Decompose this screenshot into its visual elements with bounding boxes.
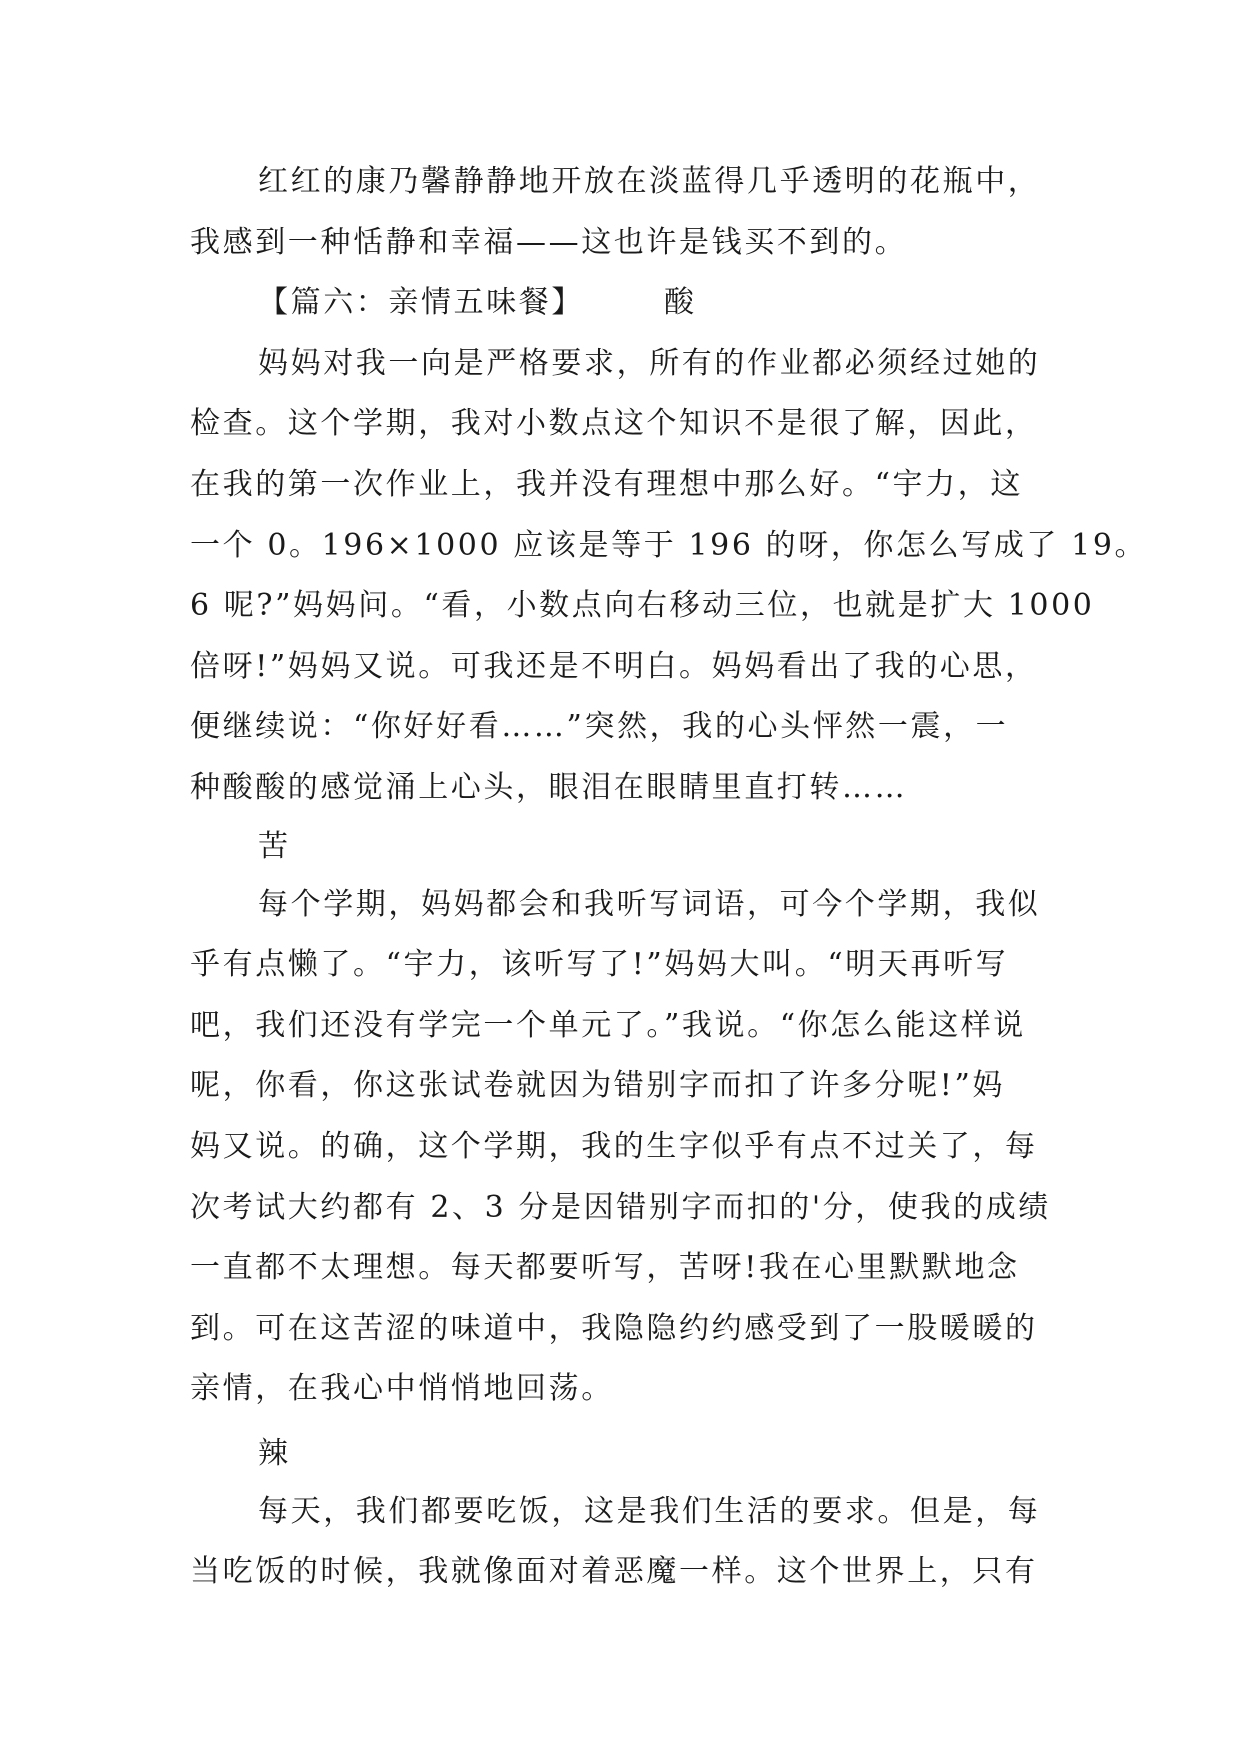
- paragraph-line: 每天，我们都要吃饭，这是我们生活的要求。但是，每: [258, 1493, 1041, 1529]
- section-title: 【篇六：亲情五味餐】: [258, 285, 584, 321]
- paragraph-line: 种酸酸的感觉涌上心头，眼泪在眼睛里直打转……: [190, 769, 908, 805]
- paragraph-line: 6 呢?”妈妈问。“看，小数点向右移动三位，也就是扩大 1000: [190, 588, 1095, 624]
- paragraph-line: 红红的康乃馨静静地开放在淡蓝得几乎透明的花瓶中，: [258, 164, 1041, 199]
- paragraph-line: 乎有点懒了。“宇力，该听写了!”妈妈大叫。“明天再听写: [190, 947, 1009, 983]
- paragraph-line: 吧，我们还没有学完一个单元了。”我说。“你怎么能这样说: [190, 1007, 1026, 1043]
- paragraph-line: 我感到一种恬静和幸福——这也许是钱买不到的。: [190, 224, 908, 260]
- flavor-label-sour: 酸: [664, 285, 697, 321]
- paragraph-line: 在我的第一次作业上，我并没有理想中那么好。“宇力，这: [190, 466, 1023, 502]
- paragraph-line: 妈妈对我一向是严格要求，所有的作业都必须经过她的: [258, 345, 1041, 381]
- paragraph-line: 便继续说：“你好好看……”突然，我的心头怦然一震，一: [190, 709, 1009, 745]
- paragraph-line: 一个 0。196×1000 应该是等于 196 的呀，你怎么写成了 19。: [190, 527, 1148, 563]
- paragraph-line: 到。可在这苦涩的味道中，我隐隐约约感受到了一股暖暖的: [190, 1310, 1038, 1346]
- section-heading: [190, 273, 1058, 334]
- paragraph-line: 当吃饭的时候，我就像面对着恶魔一样。这个世界上，只有: [190, 1554, 1038, 1590]
- paragraph-line: 一直都不太理想。每天都要听写，苦呀!我在心里默默地念: [190, 1250, 1020, 1286]
- paragraph-line: 妈又说。的确，这个学期，我的生字似乎有点不过关了，每: [190, 1128, 1038, 1164]
- paragraph-line: 检查。这个学期，我对小数点这个知识不是很了解，因此，: [190, 406, 1038, 442]
- paragraph-line: 次考试大约都有 2、3 分是因错别字而扣的'分，使我的成绩: [190, 1189, 1051, 1225]
- paragraph-line: 每个学期，妈妈都会和我听写词语，可今个学期，我似: [258, 886, 1041, 922]
- paragraph-line: 呢，你看，你这张试卷就因为错别字而扣了许多分呢!”妈: [190, 1068, 1005, 1104]
- flavor-label-bitter: 苦: [258, 828, 291, 864]
- document-body: [190, 152, 1148, 1603]
- flavor-label-spicy: 辣: [258, 1435, 291, 1471]
- paragraph-line: 倍呀!”妈妈又说。可我还是不明白。妈妈看出了我的心思，: [190, 648, 1038, 684]
- paragraph-line: 亲情，在我心中悄悄地回荡。: [190, 1371, 614, 1407]
